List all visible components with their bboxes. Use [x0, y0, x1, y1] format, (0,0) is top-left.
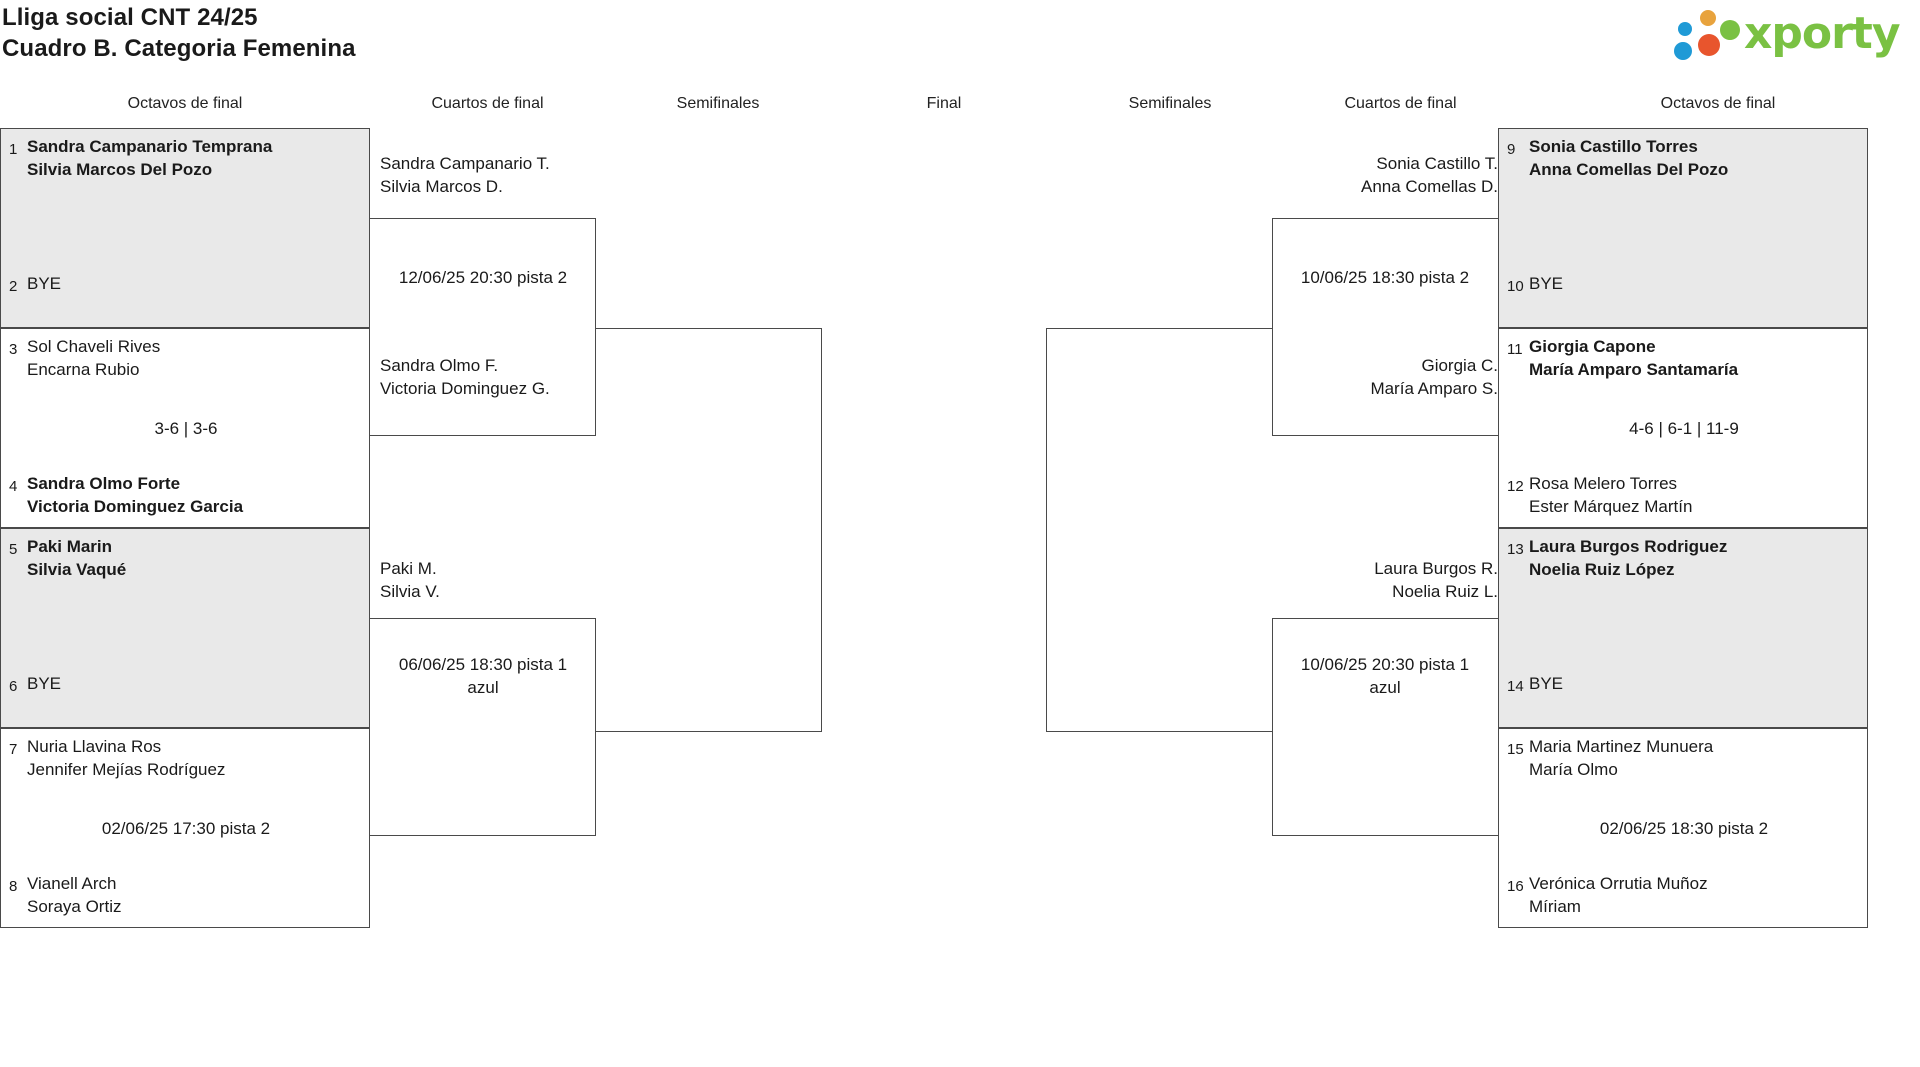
seed-number: 6	[9, 678, 18, 695]
match-box-right-4[interactable]	[1498, 728, 1868, 928]
player-line: BYE	[1529, 674, 1564, 693]
match-box-right-3[interactable]	[1498, 528, 1868, 728]
match-schedule: 10/06/25 18:30 pista 2	[1300, 268, 1470, 287]
match-score: 4-6 | 6-1 | 11-9	[1629, 419, 1739, 438]
player-line: Laura Burgos R.	[1374, 559, 1498, 578]
player-line: Silvia Vaqué	[27, 560, 127, 579]
seed-number: 2	[9, 278, 18, 295]
round-label-final: Final	[926, 95, 962, 112]
seed-number: 5	[9, 541, 18, 558]
page-header	[0, 0, 1920, 85]
match-score: 3-6 | 3-6	[154, 419, 218, 438]
player-line: Sandra Campanario T.	[380, 154, 550, 173]
match-schedule: 02/06/25 18:30 pista 2	[1599, 819, 1769, 838]
player-line: Sonia Castillo Torres	[1529, 137, 1698, 156]
tournament-name: Lliga social CNT 24/25	[2, 4, 258, 31]
match-box-left-2[interactable]	[0, 328, 370, 528]
player-line: Silvia V.	[380, 582, 440, 601]
match-schedule: 10/06/25 20:30 pista 1	[1300, 655, 1470, 674]
seed-number: 3	[9, 341, 18, 358]
player-line: Soraya Ortiz	[27, 897, 122, 916]
player-line: Míriam	[1529, 897, 1581, 916]
player-line: Sol Chaveli Rives	[27, 337, 161, 356]
logo-dots-icon	[1674, 10, 1740, 58]
player-line: Sonia Castillo T.	[1376, 154, 1498, 173]
player-line: María Amparo Santamaría	[1529, 360, 1739, 379]
logo-wordmark: xporty	[1744, 8, 1900, 59]
seed-number: 11	[1507, 341, 1523, 358]
round-label-left-r16: Octavos de final	[127, 95, 243, 112]
page-title	[2, 2, 356, 64]
player-line: Vianell Arch	[27, 874, 117, 893]
seed-number: 16	[1507, 878, 1524, 895]
player-line: Anna Comellas Del Pozo	[1529, 160, 1729, 179]
player-line: Victoria Dominguez G.	[380, 379, 550, 398]
round-label-right-sf: Semifinales	[1128, 95, 1212, 112]
round-label-right-r16: Octavos de final	[1660, 95, 1776, 112]
seed-number: 10	[1507, 278, 1524, 295]
seed-number: 14	[1507, 678, 1524, 695]
player-line: Verónica Orrutia Muñoz	[1529, 874, 1708, 893]
seed-number: 7	[9, 741, 18, 758]
match-box-right-qf-1[interactable]	[1272, 218, 1498, 436]
xporty-logo	[1672, 6, 1902, 60]
player-line: BYE	[1529, 274, 1564, 293]
player-line: Paki M.	[380, 559, 437, 578]
player-line: Silvia Marcos D.	[380, 177, 503, 196]
round-label-left-qf: Cuartos de final	[431, 95, 544, 112]
player-line: Giorgia Capone	[1529, 337, 1656, 356]
player-line: Nuria Llavina Ros	[27, 737, 162, 756]
match-schedule-detail: azul	[1369, 678, 1401, 697]
player-line: Maria Martinez Munuera	[1529, 737, 1714, 756]
player-line: Noelia Ruiz López	[1529, 560, 1675, 579]
round-label-right-qf: Cuartos de final	[1344, 95, 1457, 112]
player-line: María Olmo	[1529, 760, 1618, 779]
player-line: Giorgia C.	[1421, 356, 1498, 375]
player-line: Encarna Rubio	[27, 360, 140, 379]
match-box-left-qf-1[interactable]	[370, 218, 596, 436]
seed-number: 9	[1507, 141, 1516, 158]
seed-number: 15	[1507, 741, 1524, 758]
match-box-left-sf[interactable]	[596, 328, 822, 732]
player-line: María Amparo S.	[1370, 379, 1498, 398]
match-box-left-4[interactable]	[0, 728, 370, 928]
player-line: Silvia Marcos Del Pozo	[27, 160, 213, 179]
match-schedule: 12/06/25 20:30 pista 2	[398, 268, 568, 287]
seed-number: 13	[1507, 541, 1524, 558]
player-line: Ester Márquez Martín	[1529, 497, 1693, 516]
player-line: Jennifer Mejías Rodríguez	[27, 760, 226, 779]
player-line: Sandra Olmo F.	[380, 356, 499, 375]
player-line: Noelia Ruiz L.	[1392, 582, 1498, 601]
tournament-subtitle: Cuadro B. Categoria Femenina	[2, 35, 356, 62]
seed-number: 8	[9, 878, 18, 895]
player-line: BYE	[27, 674, 62, 693]
seed-number: 12	[1507, 478, 1524, 495]
match-box-left-3[interactable]	[0, 528, 370, 728]
match-schedule: 02/06/25 17:30 pista 2	[101, 819, 271, 838]
seed-number: 1	[9, 141, 18, 158]
match-box-right-qf-2[interactable]	[1272, 618, 1498, 836]
player-line: Laura Burgos Rodriguez	[1529, 537, 1728, 556]
match-box-right-sf[interactable]	[1046, 328, 1272, 732]
match-box-right-1[interactable]	[1498, 128, 1868, 328]
match-box-left-qf-2[interactable]	[370, 618, 596, 836]
player-line: Rosa Melero Torres	[1529, 474, 1678, 493]
player-line: BYE	[27, 274, 62, 293]
seed-number: 4	[9, 478, 18, 495]
player-line: Victoria Dominguez Garcia	[27, 497, 244, 516]
player-line: Paki Marin	[27, 537, 113, 556]
match-schedule: 06/06/25 18:30 pista 1	[398, 655, 568, 674]
round-label-left-sf: Semifinales	[676, 95, 760, 112]
player-line: Sandra Olmo Forte	[27, 474, 181, 493]
player-line: Anna Comellas D.	[1360, 177, 1498, 196]
match-box-left-1[interactable]	[0, 128, 370, 328]
player-line: Sandra Campanario Temprana	[27, 137, 273, 156]
match-box-right-2[interactable]	[1498, 328, 1868, 528]
match-schedule-detail: azul	[467, 678, 499, 697]
